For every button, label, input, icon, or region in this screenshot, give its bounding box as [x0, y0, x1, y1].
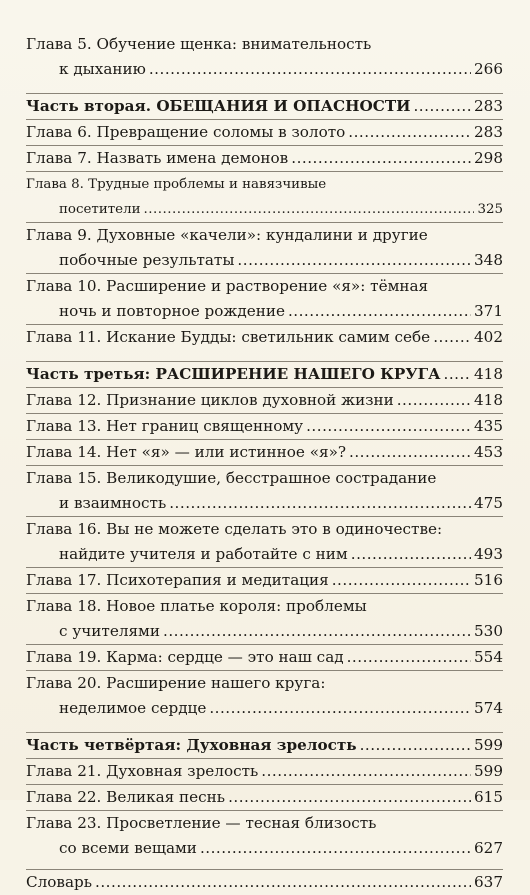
toc-entry-title: Глава 22. Великая песнь	[26, 788, 226, 806]
page-number: 435	[474, 417, 503, 435]
toc-entry-title: Глава 6. Превращение соломы в золото	[26, 123, 346, 141]
toc-entry-title: Глава 5. Обучение щенка: внимательность	[26, 35, 372, 53]
toc-entry-title: Глава 18. Новое платье короля: проблемы	[26, 597, 367, 615]
dot-leader	[291, 146, 471, 171]
toc-entry-title-cont: неделимое сердце	[59, 699, 207, 717]
page-number: 418	[474, 365, 503, 383]
dot-leader	[347, 645, 471, 670]
dot-leader	[332, 568, 471, 593]
dot-leader	[163, 619, 471, 644]
page-number: 530	[474, 622, 503, 640]
part-title: ОБЕЩАНИЯ И ОПАСНОСТИ	[156, 97, 411, 115]
dot-leader	[351, 542, 471, 567]
part-title: РАСШИРЕНИЕ НАШЕГО КРУГА	[155, 365, 441, 383]
page-number: 283	[474, 123, 503, 141]
dot-leader	[200, 836, 471, 861]
part-label: Часть третья: РАСШИРЕНИЕ НАШЕГО КРУГА	[26, 365, 441, 383]
dot-leader	[413, 94, 471, 119]
toc-part-three	[26, 362, 503, 387]
dot-leader	[360, 733, 471, 758]
toc-entry-chapter-13	[26, 414, 503, 439]
toc-entry-title: Глава 7. Назвать имена демонов	[26, 149, 289, 167]
toc-entry-chapter-15	[26, 466, 503, 516]
toc-entry-title: Глава 20. Расширение нашего круга:	[26, 674, 326, 692]
toc-entry-title: Глава 19. Карма: сердце — это наш сад	[26, 648, 344, 666]
toc-entry-title: Словарь	[26, 873, 93, 891]
toc-entry-glossary	[26, 870, 503, 895]
page-number: 599	[474, 736, 503, 754]
toc-entry-title-cont: с учителями	[59, 622, 160, 640]
toc-entry-chapter-18	[26, 594, 503, 644]
page-number: 453	[474, 443, 503, 461]
page-number: 574	[474, 699, 503, 717]
toc-entry-title-cont: со всеми вещами	[59, 839, 197, 857]
dot-leader	[95, 870, 471, 895]
toc-entry-chapter-10	[26, 274, 503, 324]
toc-entry-title: Глава 14. Нет «я» — или истинное «я»?	[26, 443, 347, 461]
page-number: 266	[474, 60, 503, 78]
page-number: 599	[474, 762, 503, 780]
page-number: 637	[474, 873, 503, 891]
toc-entry-chapter-23	[26, 811, 503, 861]
toc-entry-chapter-6	[26, 120, 503, 145]
page-number: 554	[474, 648, 503, 666]
dot-leader	[228, 785, 471, 810]
dot-leader	[261, 759, 471, 784]
toc-entry-title: Глава 16. Вы не можете сделать это в одиночестве:	[26, 520, 443, 538]
toc-entry-title-cont: ночь и повторное рождение	[59, 302, 285, 320]
page-number: 615	[474, 788, 503, 806]
toc-entry-title: Глава 10. Расширение и растворение «я»: тёмная	[26, 277, 429, 295]
toc-entry-title: Глава 8. Трудные проблемы и навязчивые	[26, 177, 327, 192]
page-number: 325	[477, 202, 503, 217]
toc-entry-chapter-5	[26, 32, 503, 82]
toc-entry-title-cont: побочные результаты	[59, 251, 235, 269]
toc-entry-chapter-8	[26, 172, 503, 222]
toc-entry-title-cont: найдите учителя и работайте с ним	[59, 545, 348, 563]
toc-part-two	[26, 94, 503, 119]
page-number: 371	[474, 302, 503, 320]
toc-entry-chapter-9	[26, 223, 503, 273]
dot-leader	[444, 362, 471, 387]
toc-entry-title: Глава 17. Психотерапия и медитация	[26, 571, 329, 589]
part-label: Часть вторая. ОБЕЩАНИЯ И ОПАСНОСТИ	[26, 97, 411, 115]
dot-leader	[144, 197, 475, 222]
page-number: 493	[474, 545, 503, 563]
toc-entry-chapter-7	[26, 146, 503, 171]
page-number: 627	[474, 839, 503, 857]
page-number: 402	[474, 328, 503, 346]
dot-leader	[209, 696, 471, 721]
page-number: 298	[474, 149, 503, 167]
dot-leader	[397, 388, 471, 413]
toc-entry-title: Глава 12. Признание циклов духовной жизни	[26, 391, 394, 409]
toc-entry-title-cont: к дыханию	[59, 60, 146, 78]
toc-entry-title: Глава 13. Нет границ священному	[26, 417, 304, 435]
dot-leader	[237, 248, 471, 273]
toc-entry-title: Глава 15. Великодушие, бесстрашное сострадание	[26, 469, 437, 487]
part-title: Духовная зрелость	[186, 736, 357, 754]
dot-leader	[433, 325, 471, 350]
page-number: 516	[474, 571, 503, 589]
toc-entry-chapter-21	[26, 759, 503, 784]
toc-entry-chapter-16	[26, 517, 503, 567]
toc-entry-title: Глава 9. Духовные «качели»: кундалини и другие	[26, 226, 428, 244]
toc-entry-title-cont: посетители	[59, 202, 141, 217]
toc-part-four	[26, 733, 503, 758]
toc-entry-chapter-19	[26, 645, 503, 670]
toc-entry-chapter-11	[26, 325, 503, 350]
toc-entry-chapter-17	[26, 568, 503, 593]
toc-entry-title: Глава 23. Просветление — тесная близость	[26, 814, 377, 832]
dot-leader	[169, 491, 471, 516]
dot-leader	[288, 299, 471, 324]
page-number: 475	[474, 494, 503, 512]
dot-leader	[149, 57, 471, 82]
toc-entry-chapter-14	[26, 440, 503, 465]
part-label: Часть четвёртая: Духовная зрелость	[26, 736, 357, 754]
dot-leader	[349, 440, 471, 465]
page-number: 418	[474, 391, 503, 409]
toc-entry-chapter-20	[26, 671, 503, 721]
page-number: 283	[474, 97, 503, 115]
toc-entry-chapter-22	[26, 785, 503, 810]
toc-entry-title-cont: и взаимность	[59, 494, 167, 512]
toc-entry-title: Глава 21. Духовная зрелость	[26, 762, 259, 780]
dot-leader	[348, 120, 471, 145]
dot-leader	[306, 414, 471, 439]
toc-entry-chapter-12	[26, 388, 503, 413]
toc-entry-title: Глава 11. Искание Будды: светильник самим себе	[26, 328, 431, 346]
page-number: 348	[474, 251, 503, 269]
